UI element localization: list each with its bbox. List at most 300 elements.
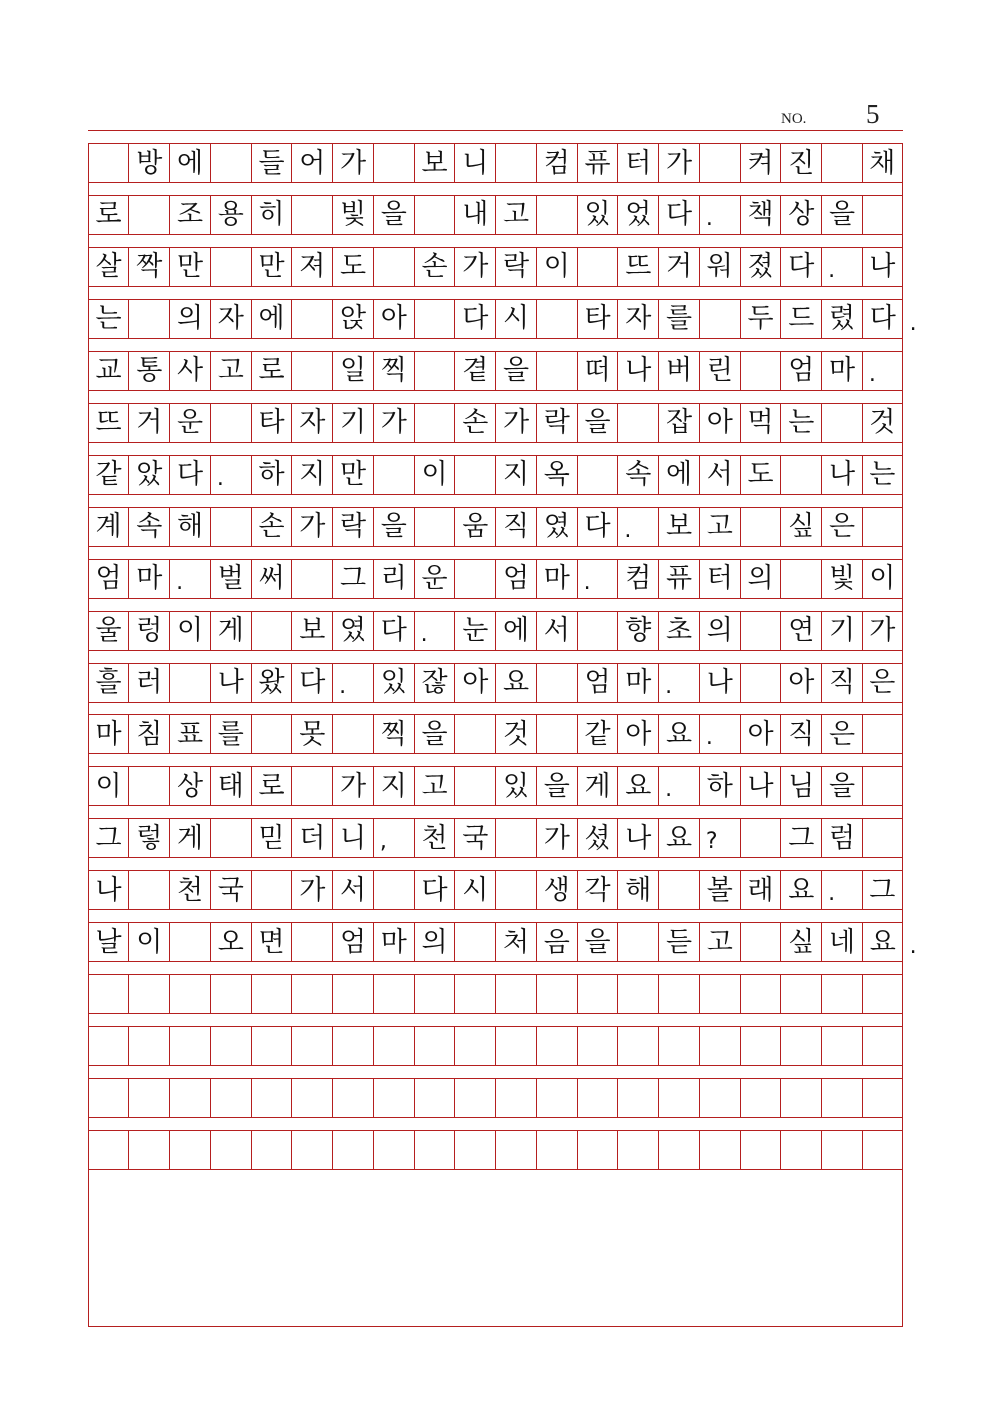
grid-cell — [454, 560, 495, 598]
grid-cell: 뜨 — [88, 404, 129, 442]
grid-cell: 곁 — [454, 352, 495, 390]
grid-cell: 싶 — [780, 508, 821, 546]
grid-cell — [780, 1079, 821, 1117]
grid-cell: 을 — [373, 196, 414, 234]
grid-cell — [740, 1079, 781, 1117]
grid-cell — [291, 975, 332, 1013]
grid-cell: . — [658, 664, 699, 702]
grid-cell: 었 — [617, 196, 658, 234]
grid-cell — [88, 975, 129, 1013]
grid-cell — [373, 1079, 414, 1117]
grid-cell: 들 — [251, 144, 292, 182]
grid-cell: 졌 — [740, 248, 781, 286]
grid-cell: 을 — [577, 923, 618, 961]
grid-cell: 요 — [495, 664, 536, 702]
grid-cell — [373, 144, 414, 182]
grid-cell — [128, 975, 169, 1013]
grid-cell — [373, 1131, 414, 1169]
grid-cell: ? — [699, 819, 740, 857]
grid-cell: 속 — [617, 456, 658, 494]
grid-cell — [210, 819, 251, 857]
grid-cell — [617, 1079, 658, 1117]
grid-cell — [536, 352, 577, 390]
grid-cell: 해 — [617, 871, 658, 909]
grid-cell: 나 — [862, 248, 903, 286]
grid-cell: 렸 — [821, 300, 862, 338]
grid-cell — [862, 715, 903, 753]
grid-cell — [88, 1027, 129, 1065]
grid-cell: 초 — [658, 612, 699, 650]
grid-cell: 래 — [740, 871, 781, 909]
grid-cell: 락 — [536, 404, 577, 442]
grid-row — [88, 351, 903, 391]
grid-cell — [577, 612, 618, 650]
grid-cell: 싶 — [780, 923, 821, 961]
grid-cell: 요 — [658, 819, 699, 857]
grid-cell: 하 — [699, 767, 740, 805]
grid-cell: 각 — [577, 871, 618, 909]
grid-cell — [658, 1027, 699, 1065]
grid-cell: 아 — [740, 715, 781, 753]
grid-cell: 요 — [862, 923, 903, 961]
grid-cell — [699, 1027, 740, 1065]
grid-cell: . — [699, 196, 740, 234]
grid-cell — [495, 144, 536, 182]
grid-cell — [740, 1027, 781, 1065]
grid-cell: 린 — [699, 352, 740, 390]
grid-cell: 이 — [88, 767, 129, 805]
grid-cell: 엄 — [780, 352, 821, 390]
grid-cell — [251, 715, 292, 753]
grid-cell: 로 — [88, 196, 129, 234]
grid-cell: 아 — [780, 664, 821, 702]
grid-cell: 날 — [88, 923, 129, 961]
grid-cell: 옥 — [536, 456, 577, 494]
grid-cell: 가 — [495, 404, 536, 442]
grid-cell: 로 — [251, 767, 292, 805]
grid-cell — [536, 715, 577, 753]
grid-cell: 엄 — [495, 560, 536, 598]
grid-cell: 연 — [780, 612, 821, 650]
grid-cell: 컴 — [617, 560, 658, 598]
grid-cell: 일 — [332, 352, 373, 390]
grid-cell: 져 — [291, 248, 332, 286]
grid-row — [88, 974, 903, 1014]
grid-cell — [414, 1027, 455, 1065]
grid-cell — [821, 1079, 862, 1117]
grid-cell: 렁 — [128, 612, 169, 650]
grid-cell: 나 — [740, 767, 781, 805]
header-rule — [88, 130, 903, 131]
grid-cell: 지 — [291, 456, 332, 494]
grid-cell — [210, 144, 251, 182]
grid-cell: 두 — [740, 300, 781, 338]
grid-cell: 나 — [699, 664, 740, 702]
grid-cell: 직 — [495, 508, 536, 546]
grid-cell: 을 — [821, 196, 862, 234]
grid-cell: 이 — [169, 612, 210, 650]
grid-cell: , — [373, 819, 414, 857]
grid-cell: 운 — [169, 404, 210, 442]
grid-row — [88, 455, 903, 495]
grid-cell — [414, 508, 455, 546]
grid-cell — [373, 248, 414, 286]
grid-cell: 가 — [291, 508, 332, 546]
grid-cell — [291, 300, 332, 338]
grid-cell: 오 — [210, 923, 251, 961]
grid-cell — [88, 1131, 129, 1169]
grid-cell — [495, 871, 536, 909]
grid-cell: 고 — [210, 352, 251, 390]
grid-cell — [699, 975, 740, 1013]
grid-cell: 자 — [210, 300, 251, 338]
grid-cell: 지 — [373, 767, 414, 805]
grid-cell — [169, 1027, 210, 1065]
grid-cell — [210, 508, 251, 546]
grid-cell: 써 — [251, 560, 292, 598]
grid-cell: 나 — [617, 352, 658, 390]
grid-cell: . — [699, 715, 740, 753]
grid-cell: 가 — [658, 144, 699, 182]
grid-cell: 짝 — [128, 248, 169, 286]
grid-cell: 채 — [862, 144, 903, 182]
grid-cell — [210, 975, 251, 1013]
grid-row — [88, 1078, 903, 1118]
grid-cell — [862, 767, 903, 805]
grid-cell — [740, 352, 781, 390]
grid-cell: 국 — [454, 819, 495, 857]
grid-cell: 에 — [169, 144, 210, 182]
grid-cell: 나 — [88, 871, 129, 909]
grid-cell: 터 — [699, 560, 740, 598]
grid-cell: . — [210, 456, 251, 494]
grid-cell: 는 — [862, 456, 903, 494]
grid-cell — [699, 300, 740, 338]
grid-cell: 워 — [699, 248, 740, 286]
grid-cell — [291, 1131, 332, 1169]
grid-cell: 내 — [454, 196, 495, 234]
grid-cell — [699, 144, 740, 182]
grid-cell: 하 — [251, 456, 292, 494]
grid-cell — [373, 975, 414, 1013]
grid-cell: 사 — [169, 352, 210, 390]
grid-cell: 타 — [251, 404, 292, 442]
grid-cell: 운 — [414, 560, 455, 598]
grid-cell: 떠 — [577, 352, 618, 390]
grid-cell: 을 — [577, 404, 618, 442]
grid-cell: 볼 — [699, 871, 740, 909]
grid-cell — [210, 1079, 251, 1117]
grid-cell: . — [414, 612, 455, 650]
grid-cell: 렇 — [128, 819, 169, 857]
grid-cell: 방 — [128, 144, 169, 182]
grid-cell: 의 — [169, 300, 210, 338]
grid-cell — [658, 1131, 699, 1169]
grid-cell — [454, 767, 495, 805]
grid-cell — [454, 1027, 495, 1065]
grid-cell: 니 — [332, 819, 373, 857]
grid-cell — [658, 975, 699, 1013]
grid-cell: 잖 — [414, 664, 455, 702]
grid-cell: 아 — [454, 664, 495, 702]
grid-cell — [577, 1079, 618, 1117]
grid-row — [88, 922, 917, 962]
grid-cell: 다 — [414, 871, 455, 909]
grid-cell — [414, 1131, 455, 1169]
grid-cell — [414, 300, 455, 338]
grid-cell: 고 — [414, 767, 455, 805]
grid-cell — [373, 871, 414, 909]
grid-cell: 의 — [740, 560, 781, 598]
grid-cell — [821, 1131, 862, 1169]
grid-row — [88, 663, 903, 703]
grid-cell — [291, 1079, 332, 1117]
grid-cell: 못 — [291, 715, 332, 753]
grid-cell: 의 — [699, 612, 740, 650]
grid-cell: 있 — [495, 767, 536, 805]
grid-cell: 아 — [699, 404, 740, 442]
grid-row — [88, 870, 903, 910]
grid-cell: 엄 — [577, 664, 618, 702]
grid-cell — [169, 1131, 210, 1169]
grid-cell: 고 — [699, 508, 740, 546]
grid-cell: 보 — [291, 612, 332, 650]
grid-cell: 리 — [373, 560, 414, 598]
grid-cell — [658, 871, 699, 909]
grid-row — [88, 1026, 903, 1066]
grid-cell: 는 — [88, 300, 129, 338]
grid-cell: 먹 — [740, 404, 781, 442]
grid-cell — [454, 1131, 495, 1169]
grid-cell: 진 — [780, 144, 821, 182]
grid-cell: 천 — [169, 871, 210, 909]
grid-cell: 서 — [699, 456, 740, 494]
grid-cell — [414, 1079, 455, 1117]
grid-cell: 것 — [862, 404, 903, 442]
grid-cell — [251, 975, 292, 1013]
grid-cell: 네 — [821, 923, 862, 961]
grid-cell — [821, 975, 862, 1013]
grid-cell: 마 — [617, 664, 658, 702]
grid-cell: . — [577, 560, 618, 598]
grid-cell — [332, 715, 373, 753]
grid-cell: 빛 — [821, 560, 862, 598]
grid-cell: 속 — [128, 508, 169, 546]
grid-cell — [577, 1131, 618, 1169]
grid-cell: 퓨 — [577, 144, 618, 182]
grid-cell: 손 — [454, 404, 495, 442]
grid-cell: 가 — [291, 871, 332, 909]
grid-cell: 향 — [617, 612, 658, 650]
grid-cell: 버 — [658, 352, 699, 390]
grid-cell: 는 — [780, 404, 821, 442]
grid-cell — [821, 144, 862, 182]
grid-cell — [251, 1131, 292, 1169]
grid-cell — [699, 1079, 740, 1117]
grid-cell: 살 — [88, 248, 129, 286]
grid-cell: 에 — [658, 456, 699, 494]
grid-cell: 켜 — [740, 144, 781, 182]
grid-cell: 어 — [291, 144, 332, 182]
grid-cell: 가 — [536, 819, 577, 857]
grid-cell: 다 — [373, 612, 414, 650]
grid-cell — [780, 975, 821, 1013]
grid-cell: 를 — [210, 715, 251, 753]
grid-cell: 다 — [291, 664, 332, 702]
grid-cell — [332, 1027, 373, 1065]
grid-cell — [821, 404, 862, 442]
grid-cell — [210, 1131, 251, 1169]
grid-cell — [862, 1079, 903, 1117]
grid-cell: 흘 — [88, 664, 129, 702]
grid-cell: 나 — [210, 664, 251, 702]
grid-cell: 손 — [251, 508, 292, 546]
grid-cell: 님 — [780, 767, 821, 805]
grid-cell — [291, 1027, 332, 1065]
grid-cell — [617, 404, 658, 442]
grid-cell: 서 — [536, 612, 577, 650]
grid-cell — [291, 352, 332, 390]
page-number-label: NO. — [781, 111, 807, 127]
grid-cell: 다 — [780, 248, 821, 286]
grid-cell — [210, 404, 251, 442]
grid-cell — [169, 923, 210, 961]
grid-cell: 보 — [658, 508, 699, 546]
grid-cell: 상 — [780, 196, 821, 234]
grid-cell: 은 — [821, 715, 862, 753]
grid-cell: 마 — [88, 715, 129, 753]
grid-cell — [740, 1131, 781, 1169]
grid-cell: 다 — [169, 456, 210, 494]
grid-cell — [780, 1027, 821, 1065]
grid-cell: 은 — [862, 664, 903, 702]
grid-cell: 직 — [821, 664, 862, 702]
grid-cell: 믿 — [251, 819, 292, 857]
grid-cell — [454, 975, 495, 1013]
grid-cell — [740, 819, 781, 857]
grid-cell — [577, 248, 618, 286]
grid-cell: 게 — [577, 767, 618, 805]
grid-cell: 을 — [495, 352, 536, 390]
manuscript-grid — [88, 143, 917, 1327]
grid-cell: 니 — [454, 144, 495, 182]
grid-cell — [862, 975, 903, 1013]
grid-cell — [373, 1027, 414, 1065]
grid-row — [88, 1130, 903, 1170]
grid-cell: 을 — [821, 767, 862, 805]
grid-cell: 에 — [495, 612, 536, 650]
grid-cell — [495, 975, 536, 1013]
grid-cell: 시 — [454, 871, 495, 909]
grid-cell: 락 — [495, 248, 536, 286]
grid-cell — [536, 1079, 577, 1117]
grid-cell: 빛 — [332, 196, 373, 234]
grid-cell — [495, 1131, 536, 1169]
grid-cell — [536, 1131, 577, 1169]
grid-cell — [332, 1131, 373, 1169]
grid-cell: 천 — [414, 819, 455, 857]
grid-cell: 눈 — [454, 612, 495, 650]
grid-cell: 울 — [88, 612, 129, 650]
grid-cell — [210, 1027, 251, 1065]
grid-cell — [780, 456, 821, 494]
grid-cell: 럼 — [821, 819, 862, 857]
grid-cell: 통 — [128, 352, 169, 390]
grid-cell: 도 — [332, 248, 373, 286]
grid-row — [88, 714, 903, 754]
grid-cell: 생 — [536, 871, 577, 909]
grid-cell: 았 — [128, 456, 169, 494]
grid-cell — [740, 612, 781, 650]
grid-cell: 터 — [617, 144, 658, 182]
grid-cell: 거 — [128, 404, 169, 442]
grid-cell: 이 — [862, 560, 903, 598]
grid-cell: 이 — [128, 923, 169, 961]
grid-cell: 가 — [332, 767, 373, 805]
grid-cell — [291, 767, 332, 805]
grid-cell: 침 — [128, 715, 169, 753]
grid-cell: . — [169, 560, 210, 598]
grid-cell — [128, 1027, 169, 1065]
grid-cell: . — [862, 352, 903, 390]
grid-cell — [128, 767, 169, 805]
grid-cell: 엄 — [332, 923, 373, 961]
grid-cell: 있 — [373, 664, 414, 702]
grid-cell: 벌 — [210, 560, 251, 598]
grid-cell — [577, 456, 618, 494]
grid-cell: 기 — [821, 612, 862, 650]
grid-cell: 자 — [291, 404, 332, 442]
grid-cell: 태 — [210, 767, 251, 805]
grid-cell — [414, 196, 455, 234]
grid-cell: . — [821, 871, 862, 909]
grid-cell: 같 — [577, 715, 618, 753]
grid-cell: 그 — [862, 871, 903, 909]
grid-cell — [128, 1079, 169, 1117]
grid-cell: 계 — [88, 508, 129, 546]
grid-cell: 엄 — [88, 560, 129, 598]
grid-cell: 다 — [862, 300, 903, 338]
grid-cell — [373, 456, 414, 494]
grid-cell: 을 — [536, 767, 577, 805]
grid-cell: 요 — [658, 715, 699, 753]
grid-cell — [454, 715, 495, 753]
grid-cell — [291, 196, 332, 234]
grid-cell: 게 — [210, 612, 251, 650]
grid-cell: 락 — [332, 508, 373, 546]
grid-cell — [577, 975, 618, 1013]
grid-cell — [699, 1131, 740, 1169]
grid-cell — [210, 248, 251, 286]
grid-cell: 찍 — [373, 715, 414, 753]
grid-cell: 책 — [740, 196, 781, 234]
grid-cell — [536, 664, 577, 702]
grid-cell — [454, 456, 495, 494]
grid-cell: 였 — [332, 612, 373, 650]
grid-cell — [617, 1131, 658, 1169]
grid-cell: 아 — [617, 715, 658, 753]
overflow-punctuation: . — [909, 310, 917, 336]
grid-row — [88, 766, 903, 806]
grid-cell: 자 — [617, 300, 658, 338]
grid-cell — [128, 871, 169, 909]
grid-cell: 이 — [536, 248, 577, 286]
grid-cell: 움 — [454, 508, 495, 546]
grid-cell: 보 — [414, 144, 455, 182]
grid-cell — [414, 352, 455, 390]
grid-cell — [128, 1131, 169, 1169]
grid-cell: 마 — [536, 560, 577, 598]
